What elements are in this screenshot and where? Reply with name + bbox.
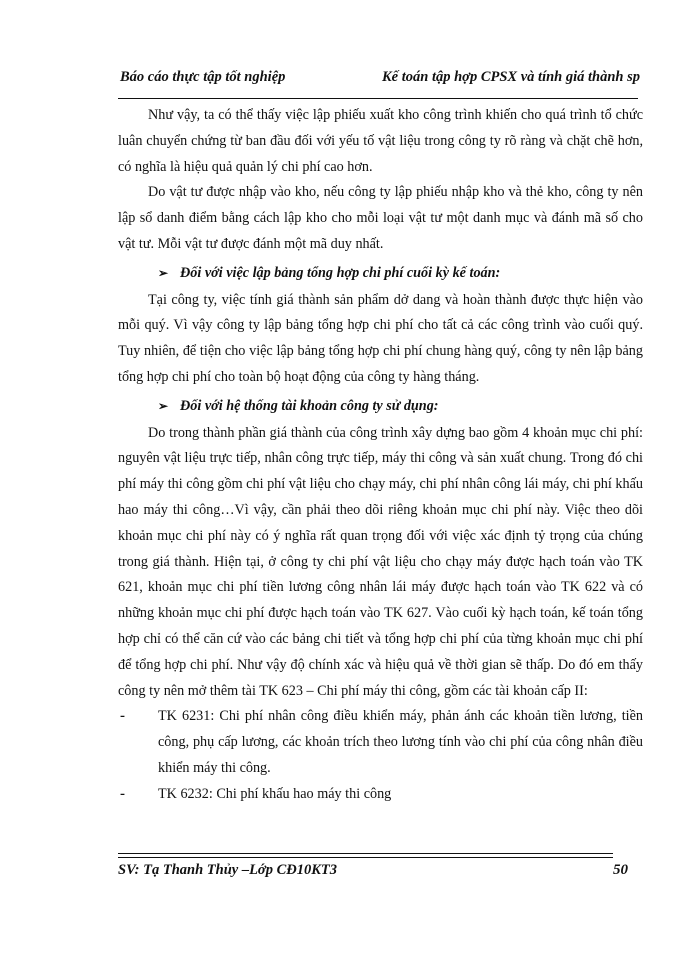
section-heading-1: [118, 261, 643, 287]
page-number: 50: [613, 862, 628, 878]
paragraph-3: Tại công ty, việc tính giá thành sản phẩm dở dang và hoàn thành được thực hiện vào mỗi quý. Vì vậy công ty lập bảng tổng hợp chi phí cho tất cả các công trình vào cuối quý. Tuy nhiên, để tiện cho việc lập bảng tổng hợp chi phí chung hàng quý, công ty nên lập bảng tổng hợp chi phí cho toàn bộ hoạt động của công ty hàng tháng.: [118, 291, 643, 385]
dash-bullet-icon: -: [120, 708, 125, 725]
paragraph-2: Do vật tư được nhập vào kho, nếu công ty lập phiếu nhập kho và thẻ kho, công ty nên lập sổ danh điểm bằng cách lập kho cho mỗi loại vật tư một danh mục và đánh mã số cho vật tư. Mỗi vật tư được đánh một mã duy nhất.: [118, 184, 643, 252]
paragraph-4: Do trong thành phần giá thành của công trình xây dựng bao gồm 4 khoản mục chi phí: nguyên vật liệu trực tiếp, nhân công trực tiếp, máy thi công và sản xuất chung. Trong đó chi phí máy thi công gồm chi phí vật liệu cho chạy máy, chi phí nhân công lái máy, chi phí khấu hao máy thi công…Vì vậy, cần phải theo dõi riêng khoản mục chi phí này. Việc theo dõi khoản mục chi phí này có ý nghĩa rất quan trọng đối với việc xác định tỷ trọng của chúng trong giá thành. Hiện tại, ở công ty chi phí vật liệu cho chạy máy được hạch toán vào TK 621, khoản mục chi phí tiền lương công nhân lái máy được hạch toán vào TK 622 và có những khoản mục chi phí được hạch toán vào TK 627. Vào cuối kỳ hạch toán, kế toán tổng hợp chỉ có thể căn cứ vào các bảng chi tiết và tổng hợp chi phí của từng khoản mục chi phí để tổng hợp chi phí. Như vậy độ chính xác và hiệu quả về thời gian sẽ thấp. Do đó em thấy công ty nên mở thêm tài TK 623 – Chi phí máy thi công, gồm các tài khoản cấp II:: [118, 424, 643, 699]
page-body: [118, 103, 643, 808]
section-heading-1-text: Đối với việc lập bảng tổng hợp chi phí cuối kỳ kế toán:: [180, 264, 501, 281]
header-left-title: Báo cáo thực tập tốt nghiệp: [120, 69, 286, 85]
header-divider: [118, 98, 638, 99]
list-item-text: TK 6232: Chi phí khấu hao máy thi công: [158, 785, 392, 802]
header-right-title: Kế toán tập hợp CPSX và tính giá thành sp: [382, 69, 640, 85]
page-header: [120, 63, 640, 93]
footer-divider-top: [118, 853, 613, 854]
section-heading-2: [118, 394, 643, 420]
arrow-bullet-icon: ➢: [158, 265, 169, 280]
paragraph-1: Như vậy, ta có thể thấy việc lập phiếu xuất kho công trình khiến cho quá trình tổ chức luân chuyển chứng từ ban đầu đối với yếu tố vật liệu trong công ty rõ ràng và chặt chẽ hơn, có nghĩa là hiệu quả quản lý chi phí cao hơn.: [118, 107, 643, 175]
page-footer: [118, 862, 638, 886]
arrow-bullet-icon: ➢: [158, 398, 169, 413]
footer-divider-bottom: [118, 857, 613, 858]
footer-author: SV: Tạ Thanh Thủy –Lớp CĐ10KT3: [118, 862, 338, 878]
dash-bullet-icon: -: [120, 785, 125, 802]
section-heading-2-text: Đối với hệ thống tài khoản công ty sử dụng:: [180, 397, 439, 414]
list-item-text: TK 6231: Chi phí nhân công điều khiển máy, phản ánh các khoản tiền lương, tiền công, phụ cấp lương, các khoản trích theo lương tính vào chi phí của công nhân điều khiển máy thi công.: [158, 708, 643, 776]
list-item: [118, 782, 643, 808]
list-item: [118, 704, 643, 781]
